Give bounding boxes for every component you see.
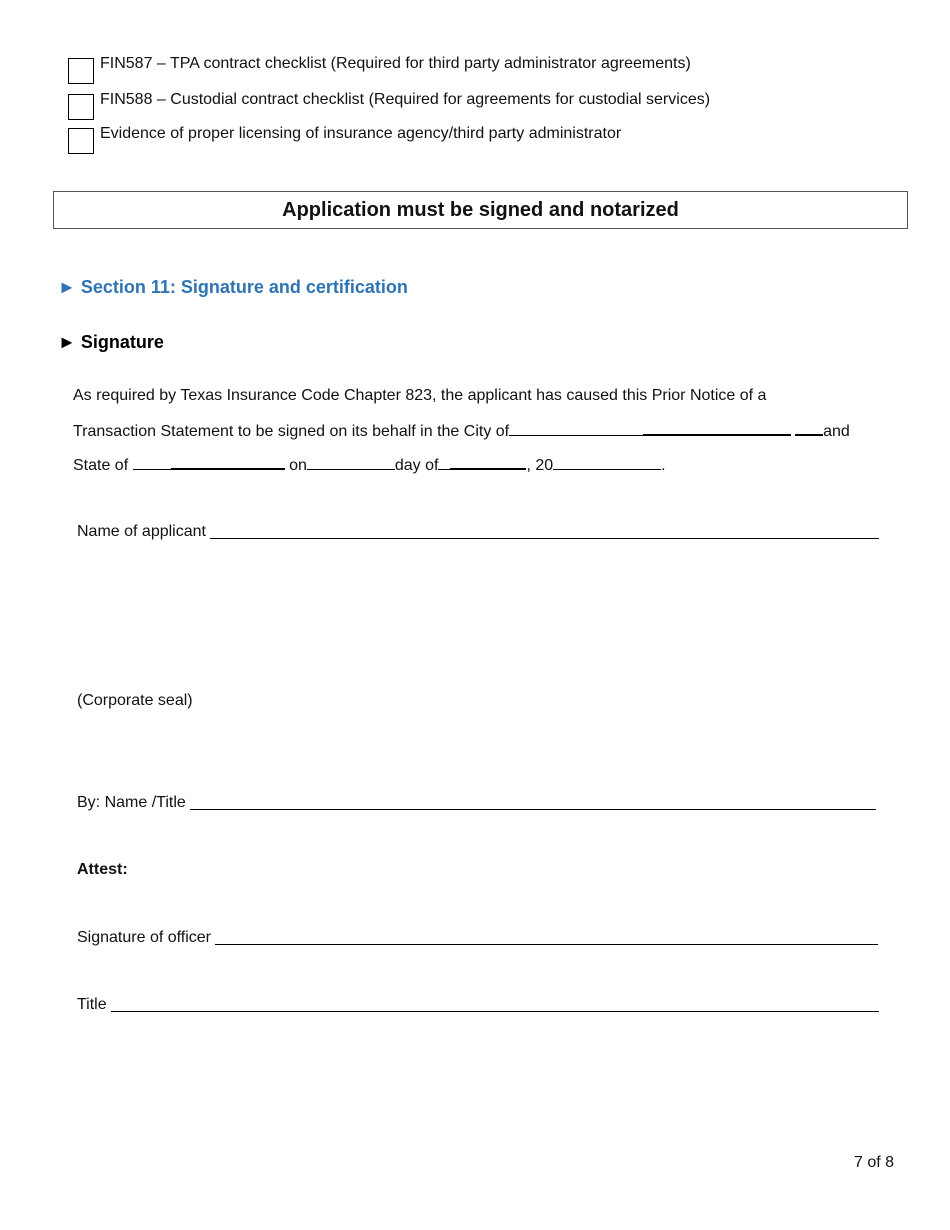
name-of-applicant-field[interactable] [77, 522, 879, 542]
city-blank-3[interactable] [795, 420, 823, 436]
day-of-text: day of [394, 457, 439, 474]
attest-label: Attest: [77, 861, 128, 878]
period-text: . [661, 457, 666, 474]
day-blank-2[interactable] [450, 454, 526, 470]
checklist-item-fin588 [68, 91, 711, 122]
checkbox[interactable] [68, 94, 94, 120]
checklist-item-licensing [68, 125, 622, 156]
signature-of-officer-label: Signature of officer [77, 929, 212, 946]
checklist-label: Evidence of proper licensing of insurance agency/third party administrator [100, 125, 622, 142]
by-name-title-line[interactable] [190, 795, 876, 810]
signature-of-officer-field[interactable] [77, 928, 878, 948]
title-field[interactable] [77, 995, 879, 1015]
day-blank[interactable] [438, 455, 450, 470]
certification-line-1: As required by Texas Insurance Code Chapter 823, the applicant has caused this Prior Notice of a [73, 387, 767, 404]
year-text: , 20 [526, 457, 554, 474]
state-text: State of [73, 457, 129, 474]
checklist-label: FIN587 – TPA contract checklist (Required for third party administrator agreements) [100, 55, 691, 72]
on-text: on [289, 457, 307, 474]
state-blank-2[interactable] [171, 454, 285, 470]
signature-heading: ► Signature [58, 332, 164, 352]
by-name-title-field[interactable] [77, 793, 876, 813]
checkbox[interactable] [68, 58, 94, 84]
signature-of-officer-line[interactable] [215, 930, 878, 945]
city-blank-2[interactable] [643, 420, 791, 436]
page-number: 7 of 8 [853, 1154, 894, 1171]
on-blank[interactable] [307, 455, 395, 470]
checklist-item-fin587 [68, 55, 691, 86]
certification-text: Transaction Statement to be signed on its behalf in the City of [73, 423, 510, 440]
city-blank[interactable] [509, 421, 643, 436]
corporate-seal-label: (Corporate seal) [77, 692, 193, 709]
certification-line-2 [73, 420, 850, 442]
year-blank[interactable] [553, 455, 661, 470]
state-blank[interactable] [133, 455, 171, 470]
title-label: Title [77, 996, 107, 1013]
by-name-title-label: By: Name /Title [77, 794, 186, 811]
checkbox[interactable] [68, 128, 94, 154]
title-line[interactable] [111, 997, 879, 1012]
checklist-label: FIN588 – Custodial contract checklist (Required for agreements for custodial services) [100, 91, 711, 108]
certification-line-3 [73, 454, 666, 476]
section-heading: ► Section 11: Signature and certification [58, 277, 408, 297]
notarized-banner: Application must be signed and notarized [53, 191, 908, 229]
name-of-applicant-label: Name of applicant [77, 523, 206, 540]
name-of-applicant-line[interactable] [210, 524, 879, 539]
and-text: and [823, 423, 850, 440]
